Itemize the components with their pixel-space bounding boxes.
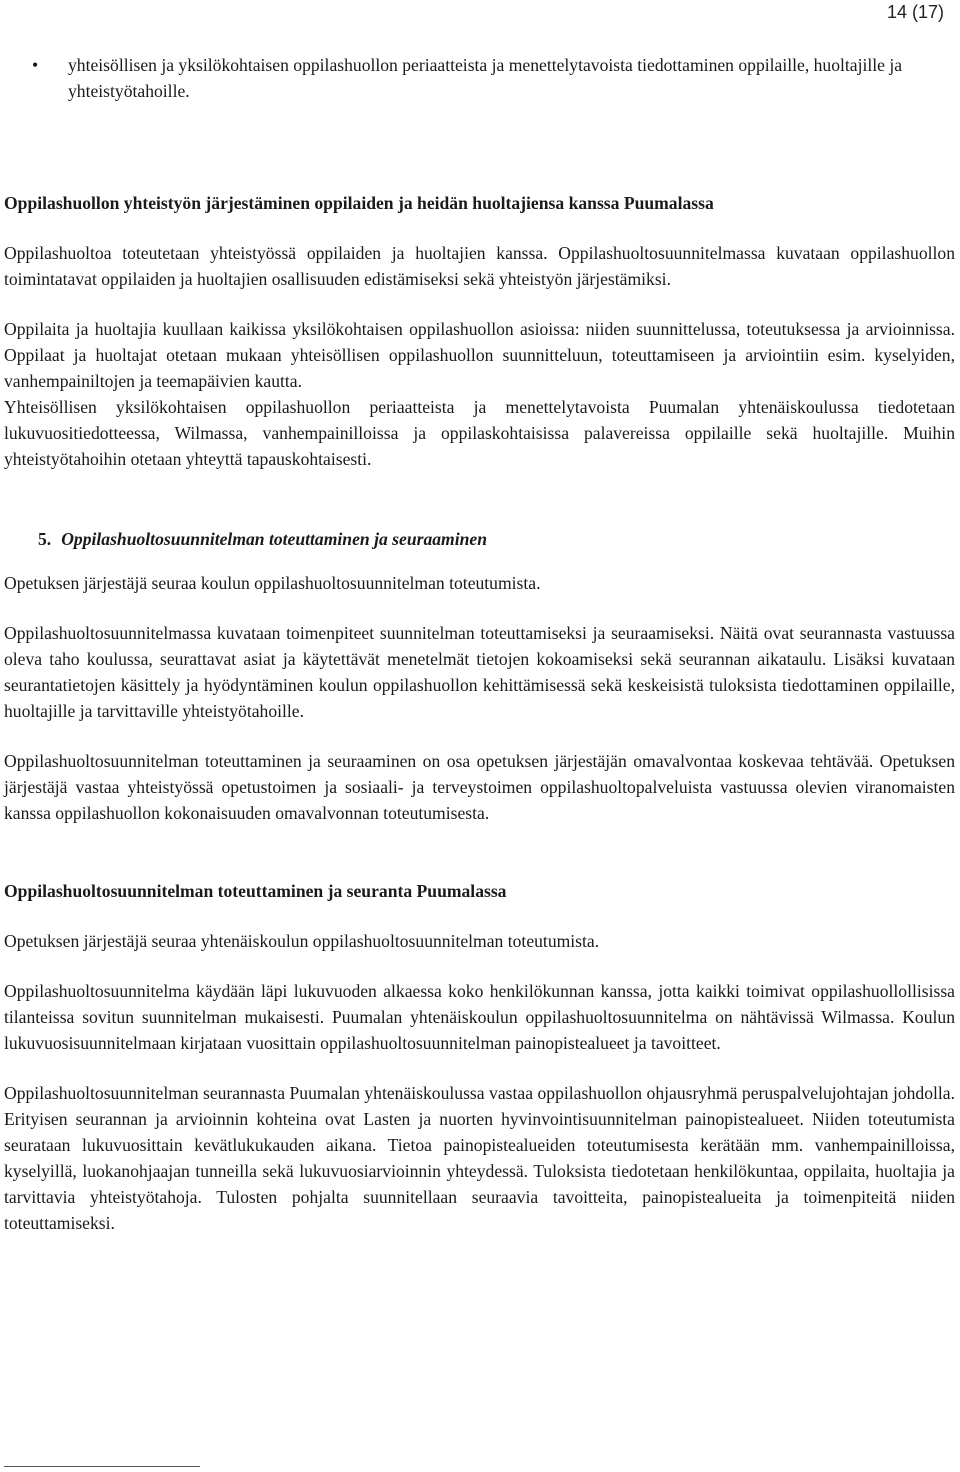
- paragraph: Opetuksen järjestäjä seuraa koulun oppilashuoltosuunnitelman toteutumista.: [4, 573, 541, 593]
- document-body: [4, 52, 955, 1236]
- paragraph: Oppilaita ja huoltajia kuullaan kaikissa yksilökohtaisen oppilashuollon asioissa: niiden suunnittelussa, toteutuksessa ja arvioinnissa. Oppilaat ja huoltajat otetaan mukaan yhteisöllisen oppilashuollon suunnitteluun, toteuttamiseen ja arviointiin esim. kyselyiden, vanhempainiltojen ja teemapäivien kautta.: [4, 319, 955, 391]
- paragraph: Yhteisöllisen yksilökohtaisen oppilashuollon periaatteista ja menettelytavoista Puumalan yhtenäiskoulussa tiedotetaan lukuvuositiedotteessa, Wilmassa, vanhempainilloissa ja oppilaskohtaisissa palavereissa oppilaille sekä huoltajille. Muihin yhteistyötahoihin otetaan yhteyttä tapauskohtaisesti.: [4, 397, 955, 469]
- bullet-text: yhteisöllisen ja yksilökohtaisen oppilashuollon periaatteista ja menettelytavoista tiedottaminen oppilaille, huoltajille ja yhteistyötahoille.: [68, 55, 903, 101]
- section-heading-followup: Oppilashuoltosuunnitelman toteuttaminen ja seuranta Puumalassa: [4, 881, 507, 901]
- section-number: 5.: [38, 529, 52, 549]
- paragraph: Oppilashuoltosuunnitelmassa kuvataan toimenpiteet suunnitelman toteuttamiseksi ja seuraamiseksi. Näitä ovat seurannasta vastuussa oleva taho koulussa, seurattavat asiat ja käytettävät menetelmät tietojen kokoamiseksi sekä seurannan aikataulu. Lisäksi kuvataan seurantatietojen käsittely ja hyödyntäminen koulun oppilashuollon kehittämisessä sekä keskeisistä tuloksista tiedottaminen oppilaille, huoltajille ja tarvittaville yhteistyötahoille.: [4, 623, 955, 721]
- bullet-list-item: [4, 52, 955, 104]
- bullet-icon: •: [32, 55, 39, 75]
- section-heading-numbered: [4, 526, 955, 552]
- paragraph: Oppilashuoltoa toteutetaan yhteistyössä oppilaiden ja huoltajien kanssa. Oppilashuoltosuunnitelmassa kuvataan oppilashuollon toimintatavat oppilaiden ja huoltajien osallisuuden edistämiseksi sekä yhteistyön järjestämiksi.: [4, 243, 955, 289]
- section-title: Oppilashuoltosuunnitelman toteuttaminen ja seuraaminen: [61, 529, 487, 549]
- paragraph: Oppilashuoltosuunnitelman toteuttaminen ja seuraaminen on osa opetuksen järjestäjän omavalvontaa koskevaa tehtävää. Opetuksen järjestäjä vastaa yhteistyössä opetustoimen ja sosiaali- ja terveystoimen oppilashuoltopalveluista vastuussa olevien viranomaisten kanssa oppilashuollon kokonaisuuden omavalvonnan toteutumisesta.: [4, 751, 955, 823]
- section-heading-cooperation: Oppilashuollon yhteistyön järjestäminen oppilaiden ja heidän huoltajiensa kanssa Puumalassa: [4, 193, 714, 213]
- paragraph: Oppilashuoltosuunnitelman seurannasta Puumalan yhtenäiskoulussa vastaa oppilashuollon ohjausryhmä peruspalvelujohtajan johdolla. Erityisen seurannan ja arvioinnin kohteina ovat Lasten ja nuorten hyvinvointisuunnitelman painopistealueet. Niiden toteutumista seurataan lukuvuosittain kevätlukukauden aikana. Tietoa painopistealueiden toteutumisesta kerätään mm. vanhempainilloissa, kyselyillä, luokanohjaajan tunneilla sekä lukuvuosiarvioinnin yhteydessä. Tuloksista tiedotetaan henkilökuntaa, oppilaita, huoltajia ja tarvittavia yhteistyötahoja. Tulosten pohjalta suunnitellaan seuraavia tavoitteita, painopistealueita ja toimenpiteitä niiden toteuttamiseksi.: [4, 1083, 955, 1233]
- page-number: 14 (17): [886, 2, 944, 22]
- paragraph: Oppilashuoltosuunnitelma käydään läpi lukuvuoden alkaessa koko henkilökunnan kanssa, jotta kaikki toimivat oppilashuollollisissa tilanteissa sovitun suunnitelman mukaisesti. Puumalan yhtenäiskoulun oppilashuoltosuunnitelma on nähtävissä Wilmassa. Koulun lukuvuosisuunnitelmaan kirjataan vuosittain oppilashuoltosuunnitelman painopistealueet ja tavoitteet.: [4, 981, 955, 1053]
- footnote-divider: [4, 1466, 200, 1467]
- paragraph: Opetuksen järjestäjä seuraa yhtenäiskoulun oppilashuoltosuunnitelman toteutumista.: [4, 931, 600, 951]
